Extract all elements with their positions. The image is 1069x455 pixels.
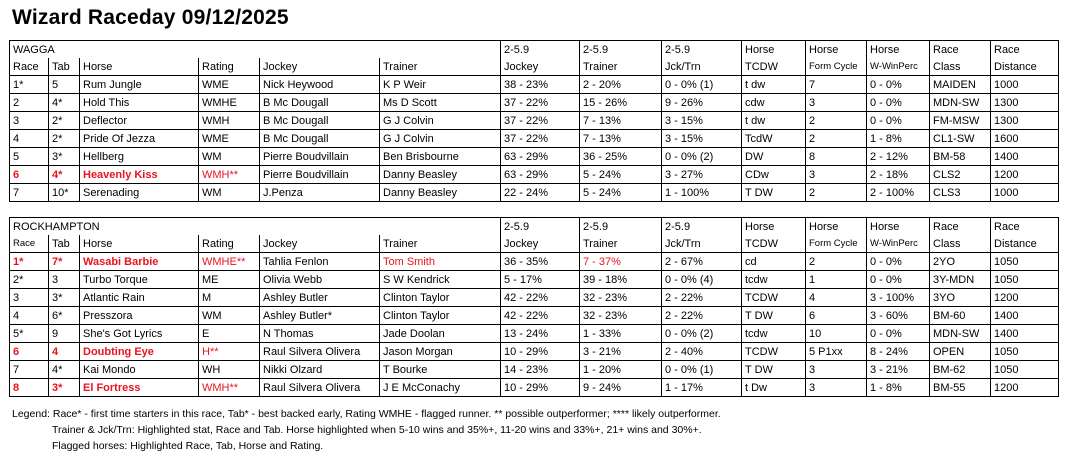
cell-w-winperc: 2 - 12%	[867, 148, 930, 166]
cell-trainer: Clinton Taylor	[380, 289, 501, 307]
cell-jck-trn: 1 - 17%	[662, 379, 742, 397]
cell-form-cycle: 4	[806, 289, 867, 307]
column-header: Form Cycle	[806, 235, 867, 253]
cell-jockey-stat: 42 - 22%	[501, 307, 580, 325]
cell-class: 3Y-MDN	[930, 271, 991, 289]
cell-horse: El Fortress	[80, 379, 199, 397]
column-group-header: Race	[991, 41, 1059, 59]
cell-race: 5*	[10, 325, 49, 343]
cell-tcdw: tcdw	[742, 271, 806, 289]
cell-jck-trn: 2 - 22%	[662, 307, 742, 325]
cell-jockey: B Mc Dougall	[260, 130, 380, 148]
meeting-header-row	[10, 218, 1059, 236]
cell-jockey: Nick Heywood	[260, 76, 380, 94]
cell-race: 8	[10, 379, 49, 397]
cell-horse: Kai Mondo	[80, 361, 199, 379]
cell-tcdw: t dw	[742, 76, 806, 94]
cell-horse: Turbo Torque	[80, 271, 199, 289]
header-spacer	[199, 41, 260, 59]
cell-class: BM-62	[930, 361, 991, 379]
cell-distance: 1300	[991, 94, 1059, 112]
cell-class: BM-58	[930, 148, 991, 166]
cell-trainer-stat: 5 - 24%	[580, 166, 662, 184]
column-group-header: Horse	[806, 41, 867, 59]
column-group-header: Horse	[806, 218, 867, 236]
cell-jck-trn: 0 - 0% (2)	[662, 325, 742, 343]
cell-jck-trn: 0 - 0% (4)	[662, 271, 742, 289]
column-group-header: Horse	[867, 218, 930, 236]
cell-form-cycle: 1	[806, 271, 867, 289]
cell-trainer-stat: 1 - 33%	[580, 325, 662, 343]
cell-tab: 2*	[49, 112, 80, 130]
cell-horse: Wasabi Barbie	[80, 253, 199, 271]
column-header: TCDW	[742, 235, 806, 253]
cell-w-winperc: 0 - 0%	[867, 76, 930, 94]
cell-tab: 10*	[49, 184, 80, 202]
cell-jockey-stat: 5 - 17%	[501, 271, 580, 289]
table-row	[10, 271, 1059, 289]
meeting-header-row	[10, 41, 1059, 59]
cell-race: 4	[10, 307, 49, 325]
legend-line: Trainer & Jck/Trn: Highlighted stat, Race and Tab. Horse highlighted when 5-10 wins and 35%+, 11-20 wins and 33%+, 21+ wins and 30%+.	[52, 424, 702, 436]
cell-tab: 4	[49, 343, 80, 361]
column-header: Distance	[991, 58, 1059, 76]
cell-trainer-stat: 3 - 21%	[580, 343, 662, 361]
column-header: Rating	[199, 58, 260, 76]
column-header-row	[10, 58, 1059, 76]
rockhampton-table	[9, 217, 1059, 397]
cell-tcdw: TCDW	[742, 343, 806, 361]
cell-horse: Deflector	[80, 112, 199, 130]
cell-tab: 3*	[49, 289, 80, 307]
cell-form-cycle: 5 P1xx	[806, 343, 867, 361]
cell-trainer: Jason Morgan	[380, 343, 501, 361]
cell-jockey: J.Penza	[260, 184, 380, 202]
cell-race: 3	[10, 112, 49, 130]
cell-race: 7	[10, 361, 49, 379]
cell-jockey-stat: 37 - 22%	[501, 112, 580, 130]
cell-jockey-stat: 13 - 24%	[501, 325, 580, 343]
column-header: Jockey	[501, 58, 580, 76]
cell-trainer-stat: 15 - 26%	[580, 94, 662, 112]
cell-distance: 1000	[991, 184, 1059, 202]
cell-trainer-stat: 36 - 25%	[580, 148, 662, 166]
wagga-table	[9, 40, 1059, 202]
cell-w-winperc: 1 - 8%	[867, 130, 930, 148]
column-header: W-WinPerc	[867, 58, 930, 76]
cell-race: 5	[10, 148, 49, 166]
cell-distance: 1000	[991, 76, 1059, 94]
cell-trainer: G J Colvin	[380, 112, 501, 130]
column-header: Race	[10, 58, 49, 76]
cell-jockey: Ashley Butler*	[260, 307, 380, 325]
cell-tab: 9	[49, 325, 80, 343]
cell-jck-trn: 2 - 22%	[662, 289, 742, 307]
cell-rating: E	[199, 325, 260, 343]
cell-class: MDN-SW	[930, 94, 991, 112]
cell-trainer-stat: 5 - 24%	[580, 184, 662, 202]
cell-form-cycle: 3	[806, 166, 867, 184]
cell-w-winperc: 0 - 0%	[867, 253, 930, 271]
column-header: Jck/Trn	[662, 58, 742, 76]
cell-class: CL1-SW	[930, 130, 991, 148]
cell-rating: WM	[199, 307, 260, 325]
cell-trainer-stat: 2 - 20%	[580, 76, 662, 94]
legend-line: Legend: Race* - first time starters in this race, Tab* - best backed early, Rating WMHE - flagged runner. ** possible outperformer; **** likely outperformer.	[12, 408, 721, 420]
column-header: Trainer	[580, 235, 662, 253]
cell-trainer: Ben Brisbourne	[380, 148, 501, 166]
cell-horse: She's Got Lyrics	[80, 325, 199, 343]
cell-distance: 1400	[991, 307, 1059, 325]
cell-race: 7	[10, 184, 49, 202]
cell-trainer: K P Weir	[380, 76, 501, 94]
cell-rating: WM	[199, 148, 260, 166]
cell-jockey: Pierre Boudvillain	[260, 166, 380, 184]
cell-rating: M	[199, 289, 260, 307]
cell-horse: Presszora	[80, 307, 199, 325]
cell-jockey: Pierre Boudvillain	[260, 148, 380, 166]
cell-rating: ME	[199, 271, 260, 289]
cell-race: 1*	[10, 253, 49, 271]
cell-w-winperc: 0 - 0%	[867, 94, 930, 112]
cell-jockey: Raul Silvera Olivera	[260, 379, 380, 397]
cell-trainer-stat: 7 - 37%	[580, 253, 662, 271]
cell-tcdw: TcdW	[742, 130, 806, 148]
column-group-header: Race	[930, 218, 991, 236]
column-group-header: 2-5.9	[580, 218, 662, 236]
table-row	[10, 361, 1059, 379]
column-header: Class	[930, 58, 991, 76]
cell-tab: 3*	[49, 148, 80, 166]
cell-tcdw: t dw	[742, 112, 806, 130]
cell-trainer: Jade Doolan	[380, 325, 501, 343]
cell-w-winperc: 0 - 0%	[867, 112, 930, 130]
cell-jck-trn: 3 - 15%	[662, 130, 742, 148]
column-header: Jck/Trn	[662, 235, 742, 253]
cell-w-winperc: 1 - 8%	[867, 379, 930, 397]
cell-w-winperc: 8 - 24%	[867, 343, 930, 361]
cell-trainer-stat: 39 - 18%	[580, 271, 662, 289]
cell-tab: 2*	[49, 130, 80, 148]
cell-tab: 3	[49, 271, 80, 289]
cell-w-winperc: 0 - 0%	[867, 325, 930, 343]
column-header: Form Cycle	[806, 58, 867, 76]
header-spacer	[380, 218, 501, 236]
header-spacer	[199, 218, 260, 236]
column-group-header: 2-5.9	[501, 218, 580, 236]
cell-jck-trn: 1 - 100%	[662, 184, 742, 202]
cell-tcdw: T DW	[742, 184, 806, 202]
cell-rating: WMHE**	[199, 253, 260, 271]
column-header-row	[10, 235, 1059, 253]
cell-trainer: T Bourke	[380, 361, 501, 379]
cell-trainer: S W Kendrick	[380, 271, 501, 289]
table-row	[10, 307, 1059, 325]
header-spacer	[260, 218, 380, 236]
cell-trainer: Danny Beasley	[380, 184, 501, 202]
column-header: Trainer	[380, 235, 501, 253]
cell-trainer: Tom Smith	[380, 253, 501, 271]
cell-distance: 1200	[991, 166, 1059, 184]
cell-jck-trn: 3 - 27%	[662, 166, 742, 184]
column-group-header: Horse	[867, 41, 930, 59]
cell-w-winperc: 3 - 60%	[867, 307, 930, 325]
column-header: Tab	[49, 58, 80, 76]
cell-class: 2YO	[930, 253, 991, 271]
cell-distance: 1600	[991, 130, 1059, 148]
cell-trainer: G J Colvin	[380, 130, 501, 148]
cell-horse: Doubting Eye	[80, 343, 199, 361]
cell-jockey-stat: 37 - 22%	[501, 130, 580, 148]
cell-trainer-stat: 9 - 24%	[580, 379, 662, 397]
cell-distance: 1300	[991, 112, 1059, 130]
meeting-name: WAGGA	[10, 41, 49, 59]
cell-race: 6	[10, 166, 49, 184]
cell-tcdw: CDw	[742, 166, 806, 184]
cell-rating: WME	[199, 76, 260, 94]
cell-form-cycle: 7	[806, 76, 867, 94]
cell-form-cycle: 2	[806, 112, 867, 130]
cell-tab: 4*	[49, 166, 80, 184]
cell-trainer-stat: 32 - 23%	[580, 307, 662, 325]
table-row	[10, 343, 1059, 361]
cell-horse: Serenading	[80, 184, 199, 202]
meeting-name: ROCKHAMPTON	[10, 218, 49, 236]
cell-tab: 7*	[49, 253, 80, 271]
column-header: Trainer	[580, 58, 662, 76]
cell-tab: 4*	[49, 361, 80, 379]
column-header: Distance	[991, 235, 1059, 253]
cell-class: OPEN	[930, 343, 991, 361]
cell-race: 3	[10, 289, 49, 307]
cell-class: 3YO	[930, 289, 991, 307]
cell-jockey-stat: 22 - 24%	[501, 184, 580, 202]
cell-jockey-stat: 42 - 22%	[501, 289, 580, 307]
cell-jockey: Olivia Webb	[260, 271, 380, 289]
cell-tab: 3*	[49, 379, 80, 397]
cell-race: 1*	[10, 76, 49, 94]
column-header: Horse	[80, 58, 199, 76]
legend-line: Flagged horses: Highlighted Race, Tab, Horse and Rating.	[52, 440, 324, 452]
cell-class: FM-MSW	[930, 112, 991, 130]
table-row	[10, 166, 1059, 184]
table-row	[10, 379, 1059, 397]
column-header: Race	[10, 235, 49, 253]
cell-w-winperc: 2 - 100%	[867, 184, 930, 202]
cell-trainer: Clinton Taylor	[380, 307, 501, 325]
cell-tcdw: T DW	[742, 361, 806, 379]
table-row	[10, 94, 1059, 112]
cell-form-cycle: 3	[806, 379, 867, 397]
cell-jockey: B Mc Dougall	[260, 112, 380, 130]
cell-trainer: Danny Beasley	[380, 166, 501, 184]
cell-jockey-stat: 10 - 29%	[501, 379, 580, 397]
cell-distance: 1050	[991, 271, 1059, 289]
cell-trainer: Ms D Scott	[380, 94, 501, 112]
column-header: Class	[930, 235, 991, 253]
table-row	[10, 112, 1059, 130]
cell-tab: 6*	[49, 307, 80, 325]
cell-tcdw: TCDW	[742, 289, 806, 307]
column-header: Jockey	[501, 235, 580, 253]
cell-horse: Rum Jungle	[80, 76, 199, 94]
cell-race: 6	[10, 343, 49, 361]
column-group-header: 2-5.9	[580, 41, 662, 59]
cell-jck-trn: 3 - 15%	[662, 112, 742, 130]
cell-trainer-stat: 1 - 20%	[580, 361, 662, 379]
column-header: Jockey	[260, 58, 380, 76]
table-row	[10, 253, 1059, 271]
column-header: TCDW	[742, 58, 806, 76]
column-header: Rating	[199, 235, 260, 253]
cell-distance: 1400	[991, 148, 1059, 166]
column-group-header: Horse	[742, 41, 806, 59]
column-header: Horse	[80, 235, 199, 253]
column-group-header: Race	[930, 41, 991, 59]
table-row	[10, 130, 1059, 148]
cell-trainer-stat: 7 - 13%	[580, 130, 662, 148]
header-spacer	[260, 41, 380, 59]
column-group-header: Horse	[742, 218, 806, 236]
cell-form-cycle: 3	[806, 94, 867, 112]
cell-jockey-stat: 38 - 23%	[501, 76, 580, 94]
cell-form-cycle: 2	[806, 253, 867, 271]
cell-distance: 1200	[991, 289, 1059, 307]
cell-jockey-stat: 37 - 22%	[501, 94, 580, 112]
table-row	[10, 76, 1059, 94]
cell-rating: WME	[199, 130, 260, 148]
table-row	[10, 289, 1059, 307]
cell-trainer: J E McConachy	[380, 379, 501, 397]
cell-trainer-stat: 7 - 13%	[580, 112, 662, 130]
column-header: Tab	[49, 235, 80, 253]
cell-distance: 1400	[991, 325, 1059, 343]
cell-jockey: Raul Silvera Olivera	[260, 343, 380, 361]
cell-class: CLS2	[930, 166, 991, 184]
cell-jockey: Tahlia Fenlon	[260, 253, 380, 271]
cell-rating: WMH	[199, 112, 260, 130]
cell-race: 4	[10, 130, 49, 148]
cell-jck-trn: 2 - 40%	[662, 343, 742, 361]
cell-w-winperc: 0 - 0%	[867, 271, 930, 289]
cell-class: BM-60	[930, 307, 991, 325]
cell-jockey-stat: 10 - 29%	[501, 343, 580, 361]
cell-form-cycle: 2	[806, 184, 867, 202]
cell-rating: WMHE	[199, 94, 260, 112]
cell-tcdw: cdw	[742, 94, 806, 112]
cell-class: BM-55	[930, 379, 991, 397]
cell-trainer-stat: 32 - 23%	[580, 289, 662, 307]
header-spacer	[80, 41, 199, 59]
cell-jck-trn: 9 - 26%	[662, 94, 742, 112]
cell-horse: Atlantic Rain	[80, 289, 199, 307]
column-group-header: 2-5.9	[662, 41, 742, 59]
cell-w-winperc: 2 - 18%	[867, 166, 930, 184]
cell-jockey-stat: 63 - 29%	[501, 148, 580, 166]
cell-tcdw: cd	[742, 253, 806, 271]
cell-tab: 5	[49, 76, 80, 94]
cell-jockey-stat: 36 - 35%	[501, 253, 580, 271]
cell-jck-trn: 0 - 0% (1)	[662, 76, 742, 94]
cell-tcdw: t Dw	[742, 379, 806, 397]
cell-distance: 1050	[991, 343, 1059, 361]
cell-distance: 1050	[991, 253, 1059, 271]
cell-jck-trn: 2 - 67%	[662, 253, 742, 271]
page-title: Wizard Raceday 09/12/2025	[12, 6, 289, 29]
cell-jockey: N Thomas	[260, 325, 380, 343]
cell-jockey: Ashley Butler	[260, 289, 380, 307]
cell-jck-trn: 0 - 0% (1)	[662, 361, 742, 379]
cell-form-cycle: 3	[806, 361, 867, 379]
cell-rating: WMH**	[199, 166, 260, 184]
cell-jockey: B Mc Dougall	[260, 94, 380, 112]
column-header: Jockey	[260, 235, 380, 253]
cell-class: MDN-SW	[930, 325, 991, 343]
cell-rating: WH	[199, 361, 260, 379]
cell-rating: H**	[199, 343, 260, 361]
cell-jockey-stat: 63 - 29%	[501, 166, 580, 184]
column-header: Trainer	[380, 58, 501, 76]
cell-tab: 4*	[49, 94, 80, 112]
cell-jck-trn: 0 - 0% (2)	[662, 148, 742, 166]
cell-form-cycle: 8	[806, 148, 867, 166]
cell-jockey: Nikki Olzard	[260, 361, 380, 379]
cell-w-winperc: 3 - 100%	[867, 289, 930, 307]
legend	[12, 406, 721, 454]
cell-distance: 1200	[991, 379, 1059, 397]
column-group-header: 2-5.9	[501, 41, 580, 59]
cell-form-cycle: 6	[806, 307, 867, 325]
cell-race: 2	[10, 94, 49, 112]
cell-horse: Hellberg	[80, 148, 199, 166]
cell-tcdw: T DW	[742, 307, 806, 325]
table-row	[10, 184, 1059, 202]
cell-race: 2*	[10, 271, 49, 289]
table-row	[10, 325, 1059, 343]
column-group-header: 2-5.9	[662, 218, 742, 236]
cell-tcdw: tcdw	[742, 325, 806, 343]
cell-horse: Pride Of Jezza	[80, 130, 199, 148]
cell-form-cycle: 2	[806, 130, 867, 148]
cell-horse: Heavenly Kiss	[80, 166, 199, 184]
cell-rating: WMH**	[199, 379, 260, 397]
cell-horse: Hold This	[80, 94, 199, 112]
cell-class: CLS3	[930, 184, 991, 202]
cell-class: MAIDEN	[930, 76, 991, 94]
cell-tcdw: DW	[742, 148, 806, 166]
column-group-header: Race	[991, 218, 1059, 236]
table-row	[10, 148, 1059, 166]
cell-jockey-stat: 14 - 23%	[501, 361, 580, 379]
cell-rating: WM	[199, 184, 260, 202]
cell-distance: 1050	[991, 361, 1059, 379]
header-spacer	[380, 41, 501, 59]
cell-form-cycle: 10	[806, 325, 867, 343]
cell-w-winperc: 3 - 21%	[867, 361, 930, 379]
column-header: W-WinPerc	[867, 235, 930, 253]
